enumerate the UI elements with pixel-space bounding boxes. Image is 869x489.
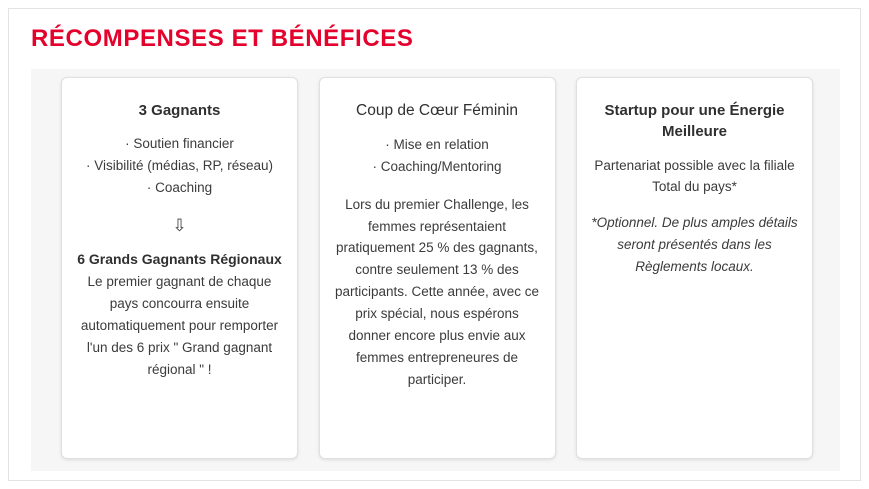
list-item: · Soutien financier	[76, 133, 283, 155]
slide-canvas	[8, 8, 861, 481]
card-gagnants[interactable]	[61, 77, 298, 459]
card-bullet-list	[76, 133, 283, 199]
list-item: · Mise en relation	[334, 134, 541, 156]
card-startup-energie-meilleure[interactable]	[576, 77, 813, 459]
card-footnote: *Optionnel. De plus amples détails seront présentés dans les Règlements locaux.	[591, 215, 798, 275]
card-coup-de-coeur-feminin[interactable]	[319, 77, 556, 459]
card-bullet-list	[334, 134, 541, 178]
card-subtitle: 6 Grands Gagnants Régionaux	[77, 250, 282, 267]
card-paragraph: Le premier gagnant de chaque pays concourra ensuite automatiquement pour remporter l'un des 6 prix " Grand gagnant régional " !	[80, 274, 279, 377]
list-item: · Coaching/Mentoring	[334, 156, 541, 178]
cards-container	[61, 77, 813, 465]
card-body	[334, 194, 541, 391]
card-title: 3 Gagnants	[138, 102, 221, 119]
list-item: · Visibilité (médias, RP, réseau)	[76, 155, 283, 177]
card-title: Startup pour une Énergie Meilleure	[604, 102, 785, 141]
card-paragraph: Lors du premier Challenge, les femmes représentaient pratiquement 25 % des gagnants, contre seulement 13 % des participants. Cette année, avec ce prix spécial, nous espérons donner encore plus envie aux femmes entrepreneures de participer.	[334, 196, 540, 387]
down-arrow-icon: ⇩	[172, 215, 187, 235]
page-title: RÉCOMPENSES ET BÉNÉFICES	[31, 25, 414, 52]
card-paragraph: Partenariat possible avec la filiale Total du pays*	[594, 157, 795, 195]
card-title: Coup de Cœur Féminin	[356, 102, 518, 119]
list-item: · Coaching	[76, 177, 283, 199]
